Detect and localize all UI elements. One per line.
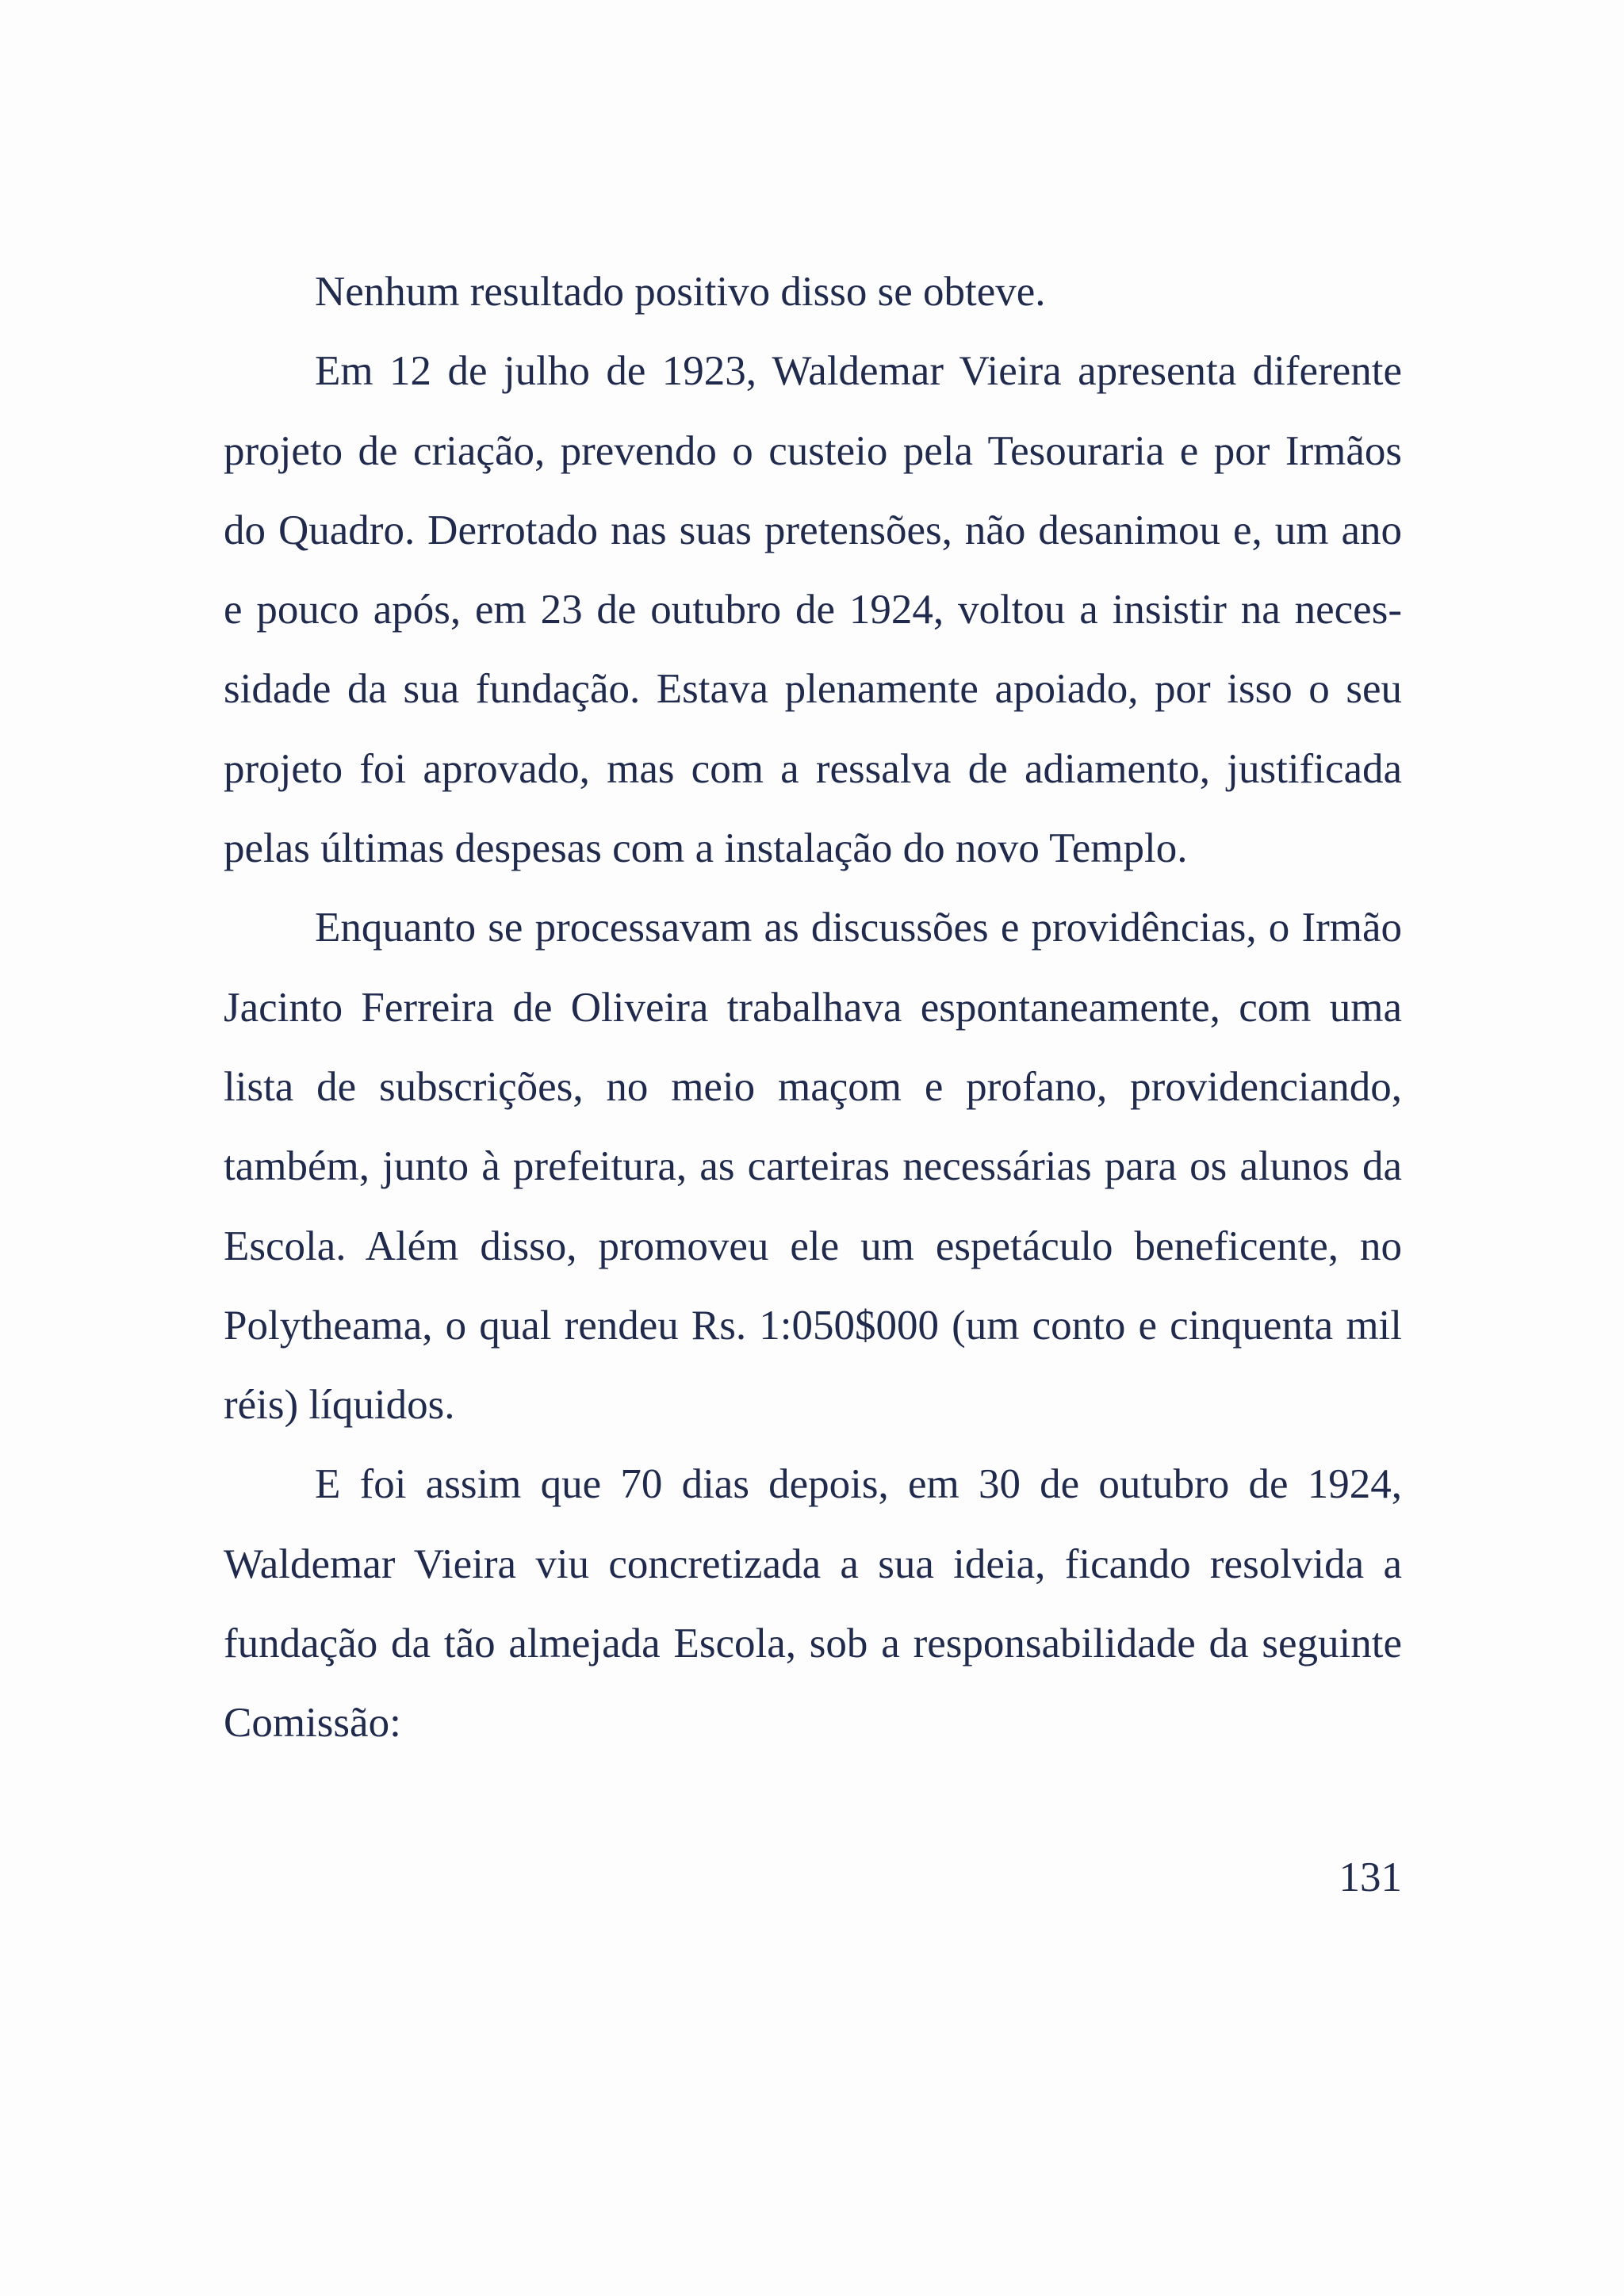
- paragraph-3: Enquanto se processavam as discussões e providências, o Irmão Jacinto Ferreira de Oliveira trabalhava espontaneamente, com uma lista de subscrições, no meio maçom e profano, providenciando, também, junto à prefeitura, as carteiras necessárias para os alunos da Escola. Além disso, promoveu ele um espetáculo beneficente, no Polytheama, o qual rendeu Rs. 1:050$000 (um conto e cinquenta mil réis) líquidos.: [224, 905, 1402, 1429]
- page-number: 131: [1339, 1854, 1402, 1900]
- paragraph-4: E foi assim que 70 dias depois, em 30 de outubro de 1924, Waldemar Vieira viu concretizada a sua ideia, ficando resolvida a fundação da tão almejada Escola, sob a responsabilidade da seguinte Comissão:: [224, 1461, 1402, 1747]
- paragraph-1: Nenhum resultado positivo disso se obteve.: [315, 269, 1046, 315]
- body-text: [224, 252, 1402, 1763]
- paragraph-2: Em 12 de julho de 1923, Waldemar Vieira apresenta diferente projeto de criação, prevendo o custeio pela Tesouraria e por Irmãos do Quadro. Derrotado nas suas pretensões, não desanimou e, um ano e pouco após, em 23 de outubro de 1924, voltou a insistir na necessidade da sua fundação. Estava plenamente apoiado, por isso o seu projeto foi aprovado, mas com a ressalva de adiamento, justificada pelas últimas despesas com a instalação do novo Templo.: [224, 348, 1402, 872]
